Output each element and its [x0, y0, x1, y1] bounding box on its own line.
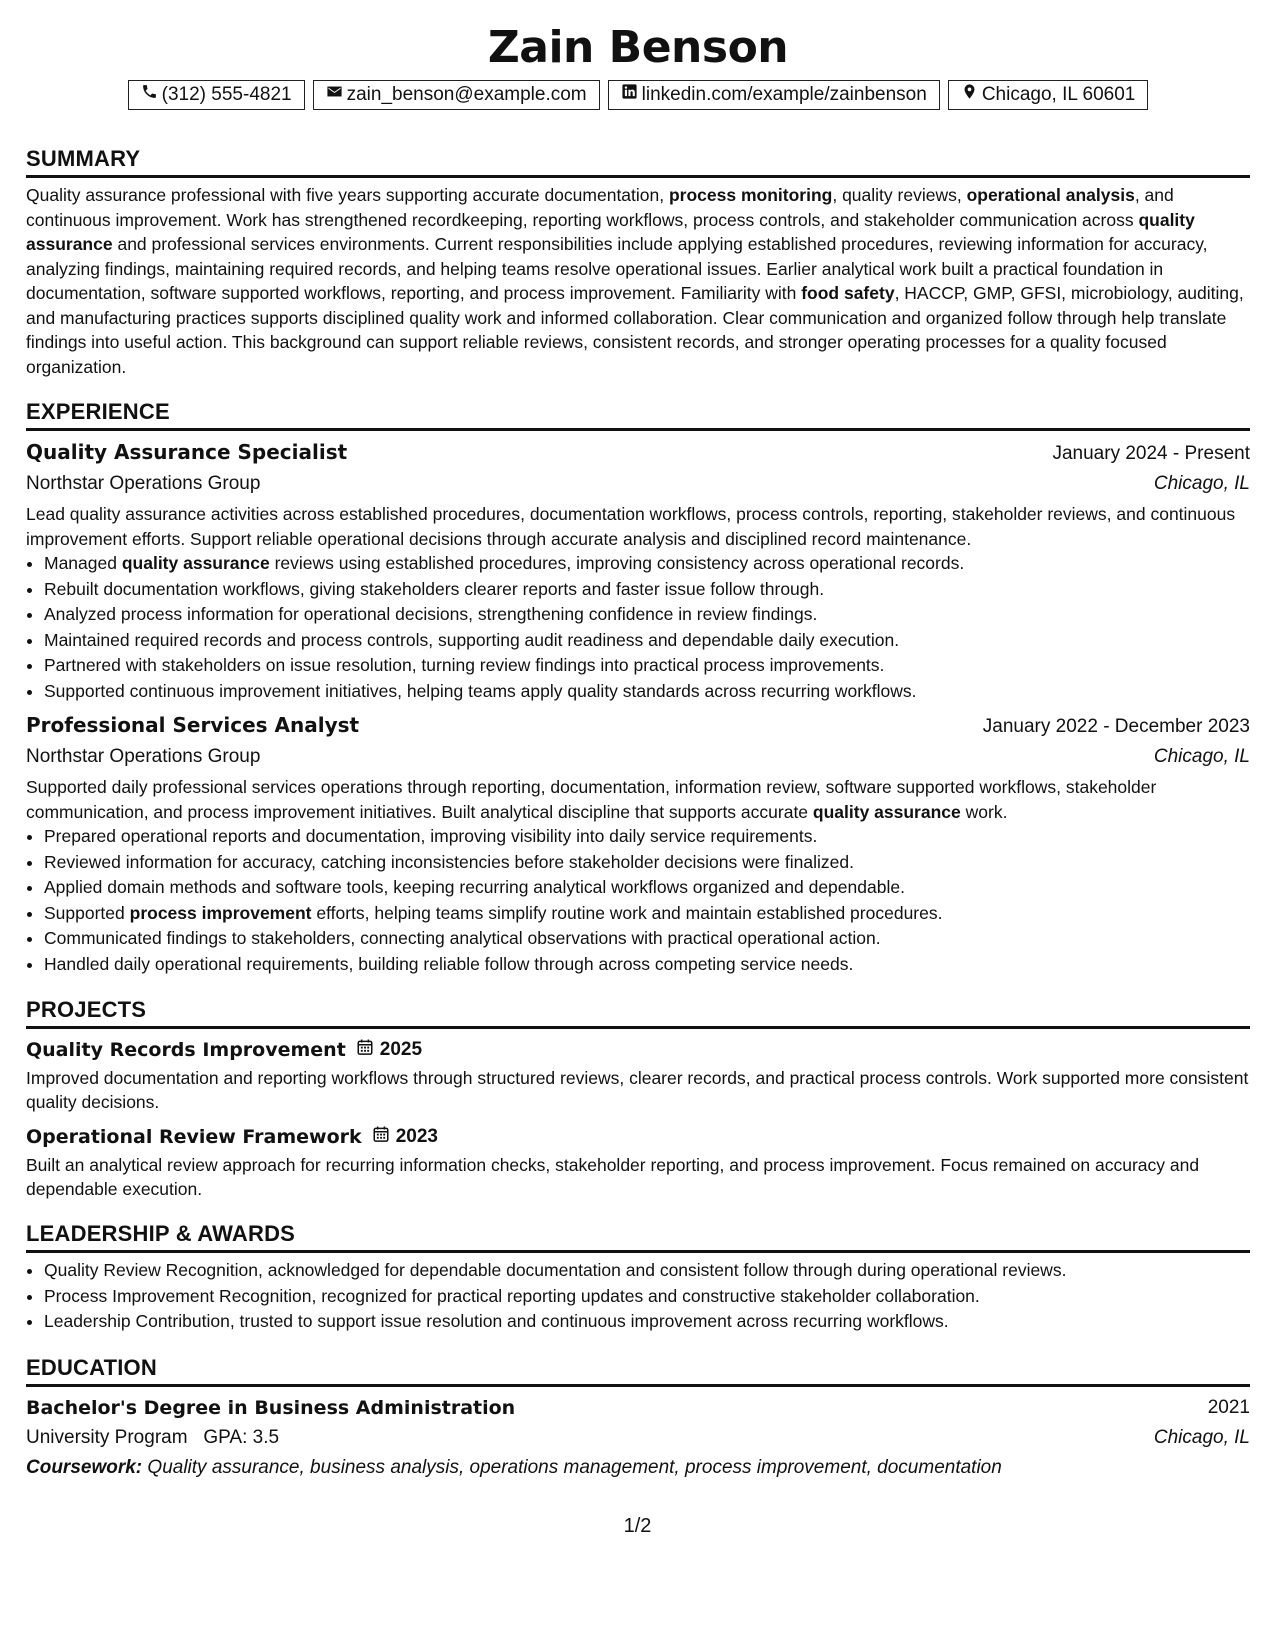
envelope-icon	[326, 81, 343, 109]
education-year: 2021	[1207, 1396, 1250, 1418]
education-program: University Program GPA: 3.5	[26, 1426, 280, 1448]
resume-name: Zain Benson	[487, 22, 789, 73]
job-location: Chicago, IL	[1153, 473, 1250, 494]
education-heading: EDUCATION	[26, 1355, 1250, 1387]
contact-location-text: Chicago, IL 60601	[981, 84, 1136, 105]
contact-linkedin[interactable]	[608, 80, 940, 110]
contact-phone[interactable]	[128, 80, 305, 110]
list-item: • Managed quality assurance reviews using established procedures, improving consistency across operational records.	[44, 551, 1250, 577]
page-number: 1/2	[623, 1515, 652, 1537]
project-year: 2025	[356, 1038, 422, 1062]
job-entry	[26, 710, 1250, 977]
education-location: Chicago, IL	[1153, 1426, 1250, 1448]
summary-heading: SUMMARY	[26, 146, 1250, 178]
projects-heading: PROJECTS	[26, 997, 1250, 1029]
project-title: Operational Review Framework	[26, 1126, 362, 1148]
phone-icon	[141, 81, 158, 109]
job-dates: January 2022 - December 2023	[982, 716, 1250, 737]
list-item: • Rebuilt documentation workflows, giving stakeholders clearer reports and faster issue follow through.	[44, 577, 1250, 603]
contact-email-text: zain_benson@example.com	[346, 84, 587, 105]
map-pin-icon	[961, 81, 978, 109]
education-degree: Bachelor's Degree in Business Administration	[26, 1396, 516, 1419]
list-item: • Applied domain methods and software tools, keeping recurring analytical workflows organized and dependable.	[44, 875, 1250, 901]
list-item: • Communicated findings to stakeholders, connecting analytical observations with practical operational action.	[44, 926, 1250, 952]
job-company: Northstar Operations Group	[26, 473, 261, 494]
project-entry	[26, 1122, 1250, 1201]
contact-phone-text: (312) 555-4821	[161, 84, 292, 105]
leadership-list	[26, 1258, 1250, 1335]
list-item: • Leadership Contribution, trusted to support issue resolution and continuous improvement across recurring workflows.	[44, 1309, 1250, 1335]
job-title: Professional Services Analyst	[26, 713, 360, 737]
job-company: Northstar Operations Group	[26, 746, 261, 767]
list-item: • Supported process improvement efforts, helping teams simplify routine work and maintain established procedures.	[44, 901, 1250, 927]
job-location: Chicago, IL	[1153, 746, 1250, 767]
job-bullets	[26, 551, 1250, 704]
job-dates: January 2024 - Present	[1052, 443, 1250, 464]
list-item: • Analyzed process information for operational decisions, strengthening confidence in review findings.	[44, 602, 1250, 628]
experience-heading: EXPERIENCE	[26, 399, 1250, 431]
education-coursework: Coursework: Quality assurance, business analysis, operations management, process improvement, documentation	[26, 1456, 1002, 1478]
list-item: • Quality Review Recognition, acknowledged for dependable documentation and consistent follow through during operational reviews.	[44, 1258, 1250, 1284]
summary-text: Quality assurance professional with five years supporting accurate documentation, process monitoring, quality reviews, operational analysis, and continuous improvement. Work has strengthened recordkeeping, reporting workflows, process controls, and stakeholder communication across quality assurance and professional services environments. Current responsibilities include applying established procedures, reviewing information for accuracy, analyzing findings, maintaining required records, and helping teams resolve operational issues. Earlier analytical work built a practical foundation in documentation, software supported workflows, reporting, and process improvement. Familiarity with food safety, HACCP, GMP, GFSI, microbiology, auditing, and manufacturing practices supports disciplined quality work and informed collaboration. Clear communication and organized follow through help translate findings into useful action. This background can support reliable reviews, consistent records, and stronger operating processes for a quality focused organization.	[26, 185, 1244, 377]
project-description: Built an analytical review approach for recurring information checks, stakeholder reporting, and process improvement. Focus remained on accuracy and dependable execution.	[26, 1155, 1200, 1199]
leadership-heading: LEADERSHIP & AWARDS	[26, 1221, 1250, 1253]
project-title: Quality Records Improvement	[26, 1039, 346, 1061]
list-item: • Reviewed information for accuracy, catching inconsistencies before stakeholder decisions were finalized.	[44, 850, 1250, 876]
job-bullets	[26, 824, 1250, 977]
contact-bar	[26, 80, 1250, 110]
job-description: Supported daily professional services operations through reporting, documentation, information review, software supported workflows, stakeholder communication, and process improvement initiatives. Built analytical discipline that supports accurate quality assurance work.	[26, 777, 1157, 822]
list-item: • Partnered with stakeholders on issue resolution, turning review findings into practical process improvements.	[44, 653, 1250, 679]
project-entry	[26, 1035, 1250, 1114]
list-item: • Process Improvement Recognition, recognized for practical reporting updates and constructive stakeholder collaboration.	[44, 1284, 1250, 1310]
resume-page	[26, 0, 1250, 1483]
list-item: • Maintained required records and process controls, supporting audit readiness and dependable daily execution.	[44, 628, 1250, 654]
job-description: Lead quality assurance activities across established procedures, documentation workflows, process controls, reporting, stakeholder reviews, and continuous improvement efforts. Support reliable operational decisions through accurate analysis and disciplined record maintenance.	[26, 504, 1236, 549]
list-item: • Supported continuous improvement initiatives, helping teams apply quality standards across recurring workflows.	[44, 679, 1250, 705]
calendar-icon	[372, 1125, 390, 1149]
contact-location	[948, 80, 1149, 110]
calendar-icon	[356, 1038, 374, 1062]
linkedin-icon	[621, 81, 638, 109]
project-year: 2023	[372, 1125, 438, 1149]
job-title: Quality Assurance Specialist	[26, 440, 348, 464]
job-entry	[26, 437, 1250, 704]
list-item: • Prepared operational reports and documentation, improving visibility into daily service requirements.	[44, 824, 1250, 850]
contact-linkedin-text: linkedin.com/example/zainbenson	[641, 84, 927, 105]
contact-email[interactable]	[313, 80, 600, 110]
list-item: • Handled daily operational requirements, building reliable follow through across competing service needs.	[44, 952, 1250, 978]
project-description: Improved documentation and reporting workflows through structured reviews, clearer records, and practical process controls. Work supported more consistent quality decisions.	[26, 1068, 1249, 1112]
